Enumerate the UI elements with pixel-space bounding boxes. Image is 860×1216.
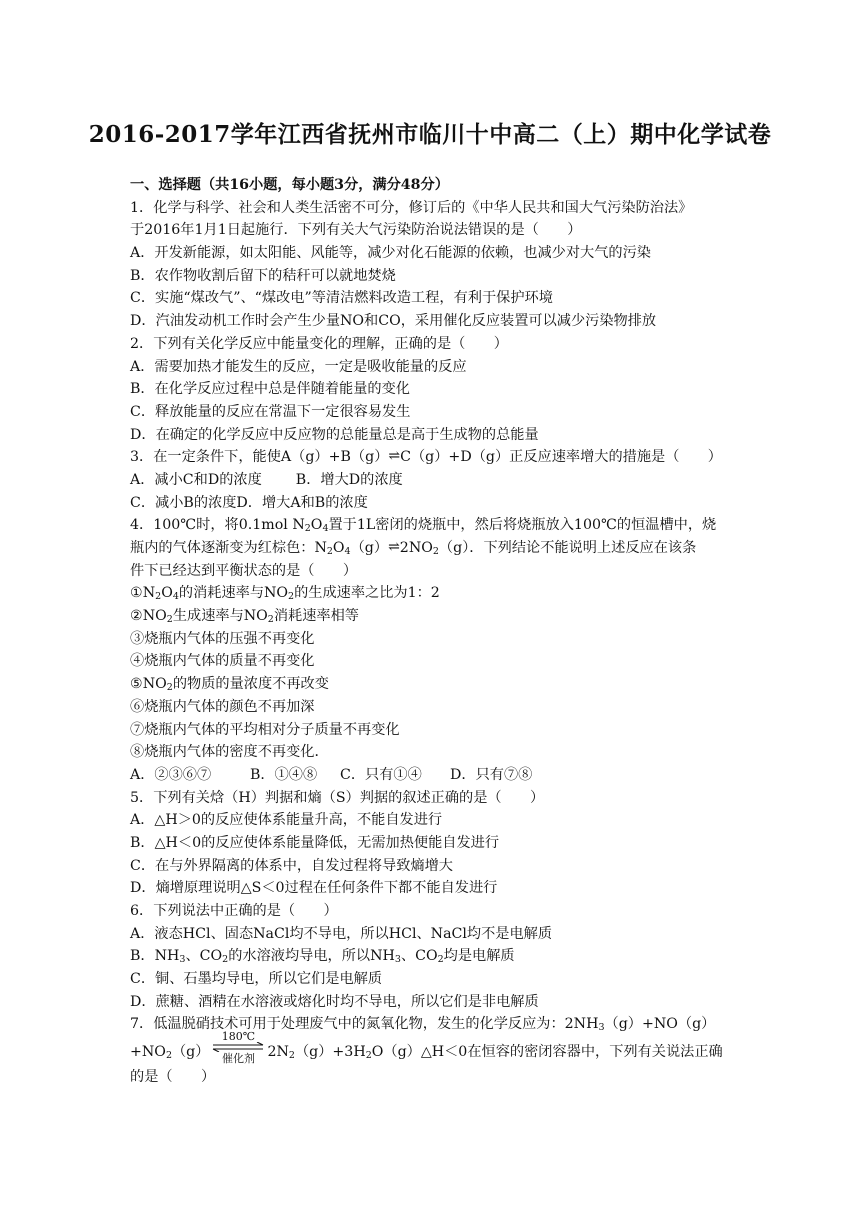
q5-option-a: A．△H＞0的反应使体系能量升高，不能自发进行: [130, 812, 443, 829]
q4-item-8: ⑧烧瓶内气体的密度不再变化．: [130, 744, 329, 761]
page-title: 2016-2017学年江西省抚州市临川十中高二（上）期中化学试卷: [88, 121, 772, 148]
q7-stem-line2: $+NO_2(g)$ 180℃ 催化剂 $2N_2(g)+3H_2O(g)\triangle H<0$在恒容的密闭容器中，下列有关说法正确: [130, 1030, 723, 1066]
q1-option-a: A．开发新能源，如太阳能、风能等，减少对化石能源的依赖，也减少对大气的污染: [130, 245, 651, 262]
q1-option-c: C．实施“煤改气”、“煤改电”等清洁燃料改造工程，有利于保护环境: [130, 290, 553, 307]
q4-item-1: $①N_2O_4$的消耗速率与$NO_2$的生成速率之比为1：2: [130, 585, 440, 603]
reversible-arrow-icon: ⇌: [388, 448, 401, 465]
q1-option-b: B．农作物收割后留下的秸秆可以就地焚烧: [130, 267, 396, 284]
q1-option-d: D．汽油发动机工作时会产生少量NO和CO，采用催化反应装置可以减少污染物排放: [130, 313, 657, 330]
q2-option-a: A．需要加热才能发生的反应，一定是吸收能量的反应: [130, 358, 467, 375]
q4-item-2: $②NO_2$生成速率与$NO_2$消耗速率相等: [130, 608, 359, 626]
q4-stem-line2: 瓶内的气体逐渐变为红棕色：$N_2O_4(g)\rightleftharpoons 2NO_2(g)$．下列结论不能说明上述反应在该条: [130, 537, 740, 560]
q5-stem: 5．下列有关焓（H）判据和熵（S）判据的叙述正确的是（ ）: [130, 789, 545, 806]
q4-item-3: ③烧瓶内气体的压强不再变化: [130, 630, 315, 647]
catalyst-condition-arrow: [211, 1030, 265, 1066]
q2-option-d: D．在确定的化学反应中反应物的总能量总是高于生成物的总能量: [130, 426, 539, 443]
condition-temperature: 180℃: [221, 1030, 256, 1044]
q2-stem: 2．下列有关化学反应中能量变化的理解，正确的是（ ）: [130, 335, 508, 352]
q2-option-b: B．在化学反应过程中总是伴随着能量的变化: [130, 381, 410, 398]
q6-stem: 6．下列说法中正确的是（ ）: [130, 903, 338, 919]
q4-option-a: A．②③⑥⑦: [130, 766, 212, 783]
q5-option-c: C．在与外界隔离的体系中，自发过程将导致熵增大: [130, 857, 453, 874]
q3-stem-part: C（g）+D（g）正反应速率增大的措施是（ ）: [400, 449, 722, 466]
q6-option-a: A．液态HCl、固态NaCl均不导电，所以HCl、NaCl均不是电解质: [130, 925, 553, 942]
q4-item-5: $⑤NO_2$的物质的量浓度不再改变: [130, 676, 329, 694]
q4-option-d: D．只有⑦⑧: [450, 766, 533, 783]
q3-option-b: B．增大D的浓度: [295, 471, 403, 488]
q4-options: [130, 764, 740, 787]
q4-item-6: ⑥烧瓶内气体的颜色不再加深: [130, 698, 315, 715]
q4-option-c: C．只有①④: [340, 766, 422, 783]
q7-stem-line3: 的是（ ）: [130, 1069, 216, 1086]
reversible-arrow-icon: [211, 1042, 265, 1052]
q1-stem-line1: 1．化学与科学、社会和人类生活密不可分，修订后的《中华人民共和国大气污染防治法》: [130, 199, 693, 216]
section-heading: 一、选择题（共16小题，每小题3分，满分48分）: [130, 177, 449, 193]
q5-option-b: B．△H＜0的反应使体系能量降低，无需加热便能自发进行: [130, 834, 500, 851]
q1-stem-line2: 于2016年1月1日起施行．下列有关大气污染防治说法错误的是（ ）: [130, 222, 582, 239]
q4-option-b: B．①④⑧: [250, 766, 318, 783]
q5-option-d: D．熵增原理说明△S＜0过程在任何条件下都不能自发进行: [130, 880, 498, 897]
q4-stem-line1: 4．100℃时，将0.1mol $N_2O_4$置于1L密闭的烧瓶中，然后将烧瓶放入100℃的恒温槽中，烧: [130, 517, 717, 535]
q3-stem: [130, 446, 740, 469]
q7-stem-line1: 7．低温脱硝技术可用于处理废气中的氮氧化物，发生的化学反应为：$2NH_3(g)+NO(g)$: [130, 1016, 716, 1034]
condition-catalyst: 催化剂: [221, 1052, 255, 1066]
q4-item-4: ④烧瓶内气体的质量不再变化: [130, 653, 315, 670]
q3-options-ab: [130, 469, 740, 492]
q4-item-7: ⑦烧瓶内气体的平均相对分子质量不再变化: [130, 721, 400, 738]
q4-stem-line3: 件下已经达到平衡状态的是（ ）: [130, 562, 358, 579]
q3-options-cd: C．减小B的浓度D．增大A和B的浓度: [130, 494, 368, 511]
question-body: [130, 174, 740, 1089]
q2-option-c: C．释放能量的反应在常温下一定很容易发生: [130, 403, 411, 420]
q3-stem-part: 3．在一定条件下，能使A（g）+B（g）: [130, 449, 389, 466]
q6-option-d: D．蔗糖、酒精在水溶液或熔化时均不导电，所以它们是非电解质: [130, 993, 539, 1010]
q6-option-c: C．铜、石墨均导电，所以它们是电解质: [130, 971, 383, 988]
reversible-arrow-icon: ⇌: [388, 539, 400, 555]
q6-option-b: B．$NH_3$、$CO_2$的水溶液均导电，所以$NH_3$、$CO_2$均是电解质: [130, 948, 515, 966]
q3-option-a: A．减小C和D的浓度: [130, 471, 262, 488]
